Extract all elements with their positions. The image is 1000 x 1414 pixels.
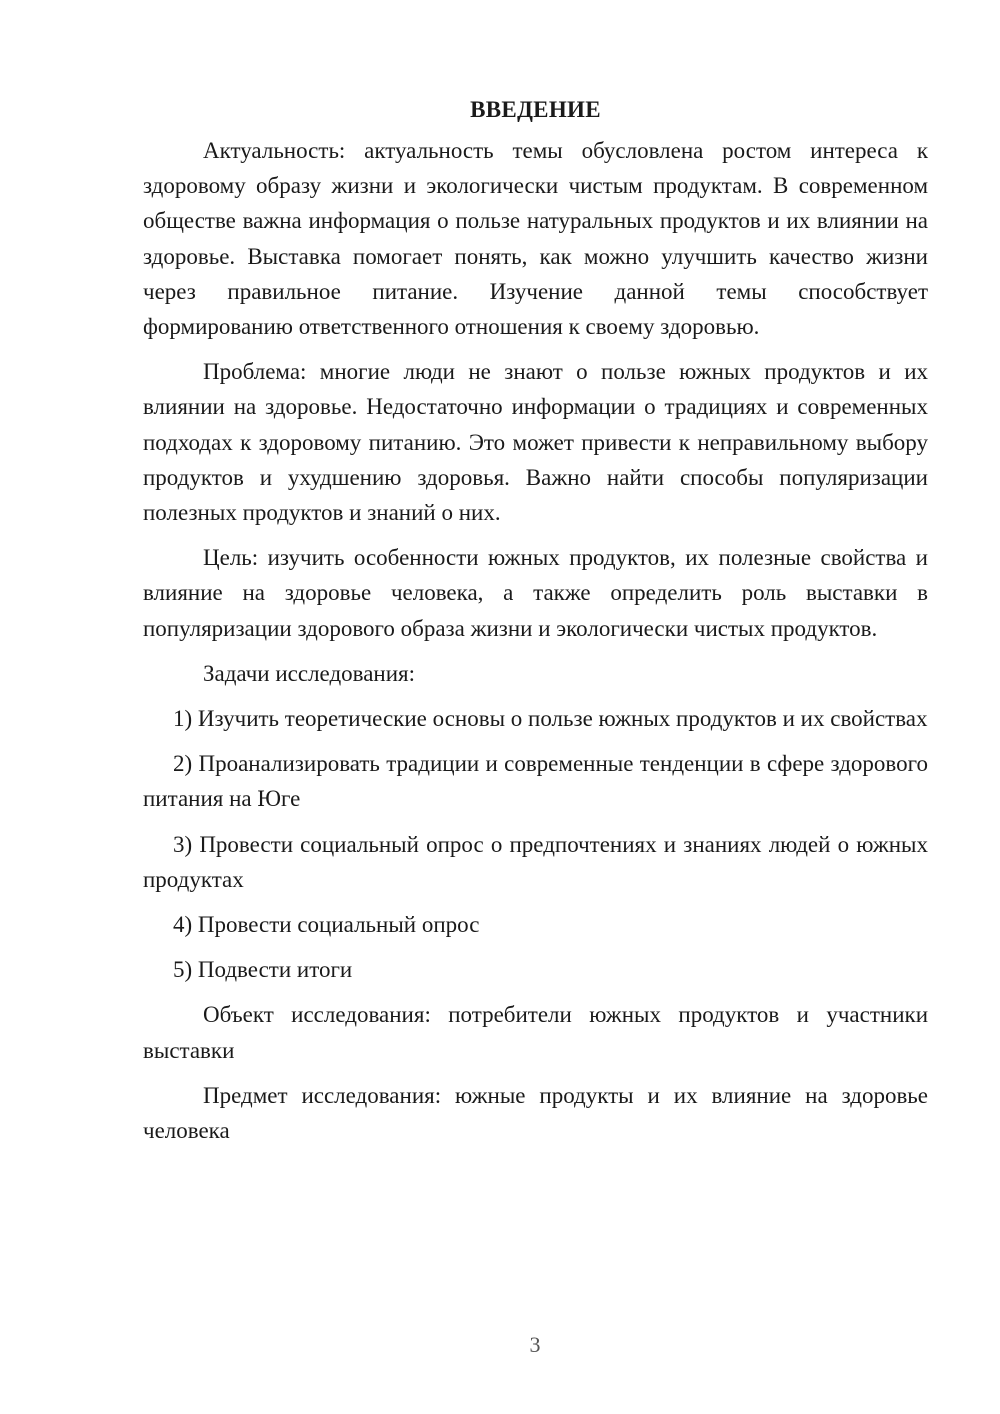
- paragraph-object: Объект исследования: потребители южных продуктов и участники выставки: [143, 1002, 928, 1063]
- task-item: 4) Провести социальный опрос: [173, 912, 480, 938]
- paragraph-relevance: Актуальность: актуальность темы обусловлена ростом интереса к здоровому образу жизни и экологически чистым продуктам. В современном обществе важна информация о пользе натуральных продуктов и их влиянии на здоровье. Выставка помогает понять, как можно улучшить качество жизни через правильное питание. Изучение данной темы способствует формированию ответственного отношения к своему здоровью.: [143, 138, 928, 340]
- paragraph-problem: Проблема: многие люди не знают о пользе южных продуктов и их влиянии на здоровье. Недостаточно информации о традициях и современных подходах к здоровому питанию. Это может привести к неправильному выбору продуктов и ухудшению здоровья. Важно найти способы популяризации полезных продуктов и знаний о них.: [143, 359, 928, 526]
- page-title: ВВЕДЕНИЕ: [470, 97, 601, 122]
- paragraph-goal: Цель: изучить особенности южных продуктов, их полезные свойства и влияние на здоровье человека, а также определить роль выставки в популяризации здорового образа жизни и экологически чистых продуктов.: [143, 545, 928, 641]
- task-item: 2) Проанализировать традиции и современные тенденции в сфере здорового питания на Юге: [143, 751, 928, 812]
- document-page: [143, 92, 928, 1158]
- task-item: 5) Подвести итоги: [173, 957, 353, 983]
- task-item: 3) Провести социальный опрос о предпочтениях и знаниях людей о южных продуктах: [143, 831, 928, 892]
- paragraph-subject: Предмет исследования: южные продукты и их влияние на здоровье человека: [143, 1082, 928, 1144]
- task-item: 1) Изучить теоретические основы о пользе южных продуктов и их свойствах: [173, 706, 928, 732]
- page-number: 3: [529, 1332, 541, 1357]
- tasks-heading: Задачи исследования:: [203, 660, 416, 686]
